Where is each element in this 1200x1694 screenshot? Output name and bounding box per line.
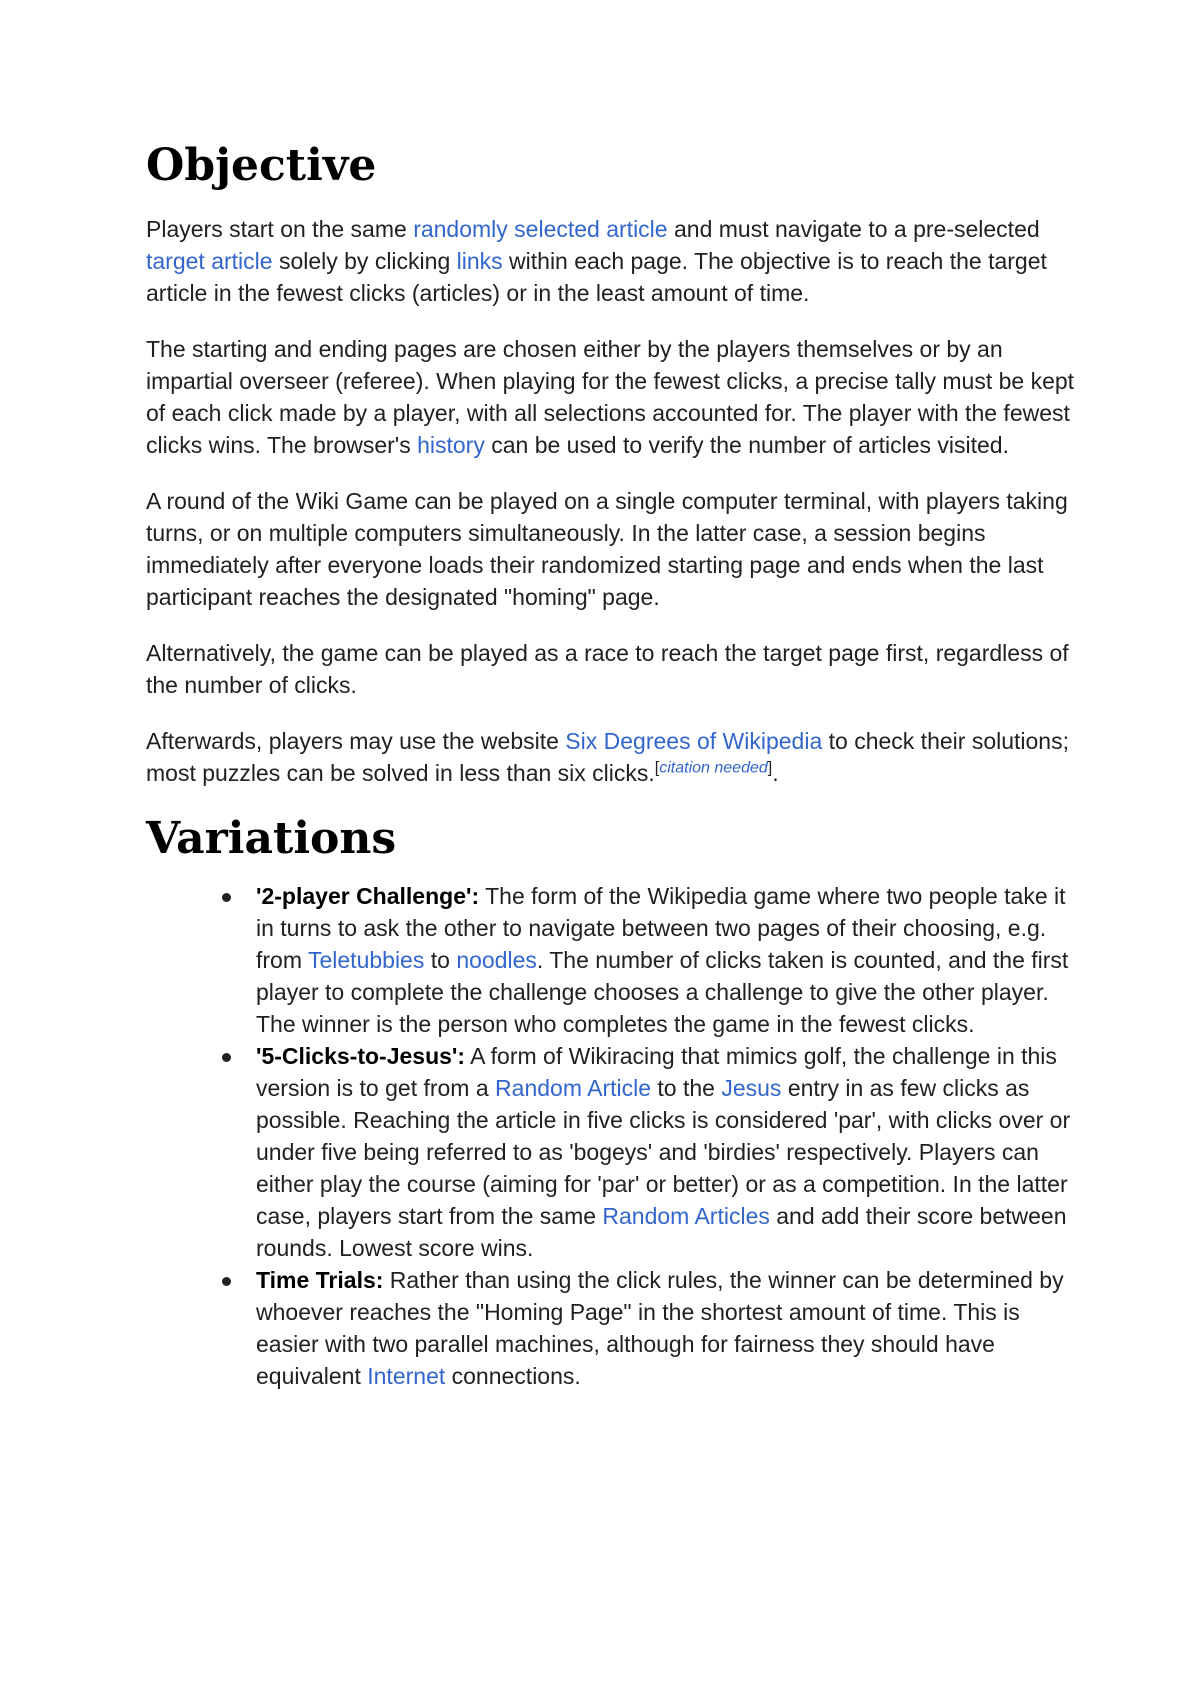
paragraph-objective-3: A round of the Wiki Game can be played on a single computer terminal, with players taking turns, or on multiple computers simultaneously. In the latter case, a session begins immediately after everyone loads their randomized starting page and ends when the last participant reaches the designated "homing" page. (146, 487, 1068, 610)
variations-list (146, 880, 1076, 1392)
item-title: '2-player Challenge': (256, 882, 480, 909)
text: The form of the Wikipedia game where two people take it in turns to ask the other to navigate between two pages of their choosing, e.g. from (256, 882, 1066, 973)
link-links[interactable]: links (456, 247, 503, 274)
text: entry in as few clicks as possible. Reaching the article in five clicks is considered 'par', with clicks over or under five being referred to as 'bogeys' and 'birdies' respectively. Players can either play the course (aiming for 'par' or better) or as a competition. In the latter case, players start from the same (256, 1074, 1071, 1229)
link-six-degrees-of-wikipedia[interactable]: Six Degrees of Wikipedia (565, 727, 823, 754)
item-title: Time Trials: (256, 1266, 384, 1293)
link-teletubbies[interactable]: Teletubbies (307, 946, 425, 973)
link-target-article[interactable]: target article (146, 247, 273, 274)
link-citation-needed[interactable]: citation needed (659, 759, 768, 777)
link-random-article[interactable]: Random Article (495, 1074, 652, 1101)
text: A form of Wikiracing that mimics golf, the challenge in this version is to get from a (256, 1042, 1057, 1101)
text: solely by clicking (272, 247, 457, 274)
item-title: '5-Clicks-to-Jesus': (256, 1042, 466, 1069)
cite-bracket-close: ] (767, 759, 773, 777)
paragraph-objective-4: Alternatively, the game can be played as a race to reach the target page first, regardless of the number of clicks. (146, 639, 1069, 698)
text: . The number of clicks taken is counted, and the first player to complete the challenge chooses a challenge to give the other player. The winner is the person who completes the game in the fewest clicks. (256, 946, 1069, 1037)
text: and add their score between rounds. Lowest score wins. (256, 1202, 1067, 1261)
paragraph-objective-5 (146, 725, 1076, 789)
bullet-icon (222, 893, 231, 902)
link-random-articles[interactable]: Random Articles (602, 1202, 770, 1229)
text: can be used to verify the number of articles visited. (484, 431, 1009, 458)
text: Players start on the same (146, 215, 414, 242)
bullet-icon (222, 1053, 231, 1062)
list-item (256, 880, 1076, 1040)
text: Afterwards, players may use the website (146, 727, 566, 754)
text: The starting and ending pages are chosen either by the players themselves or by an impartial overseer (referee). When playing for the fewest clicks, a precise tally must be kept of each click made by a player, with all selections accounted for. The player with the fewest clicks wins. The browser's (146, 335, 1075, 458)
paragraph-objective-1 (146, 213, 1076, 309)
list-item (256, 1264, 1076, 1392)
citation-needed (655, 759, 772, 776)
link-randomly-selected-article[interactable]: randomly selected article (413, 215, 668, 242)
text: to the (651, 1074, 722, 1101)
text: connections. (445, 1362, 581, 1389)
text: . (772, 759, 779, 786)
article-content (146, 140, 1076, 1392)
text: to check their solutions; most puzzles can be solved in less than six clicks. (146, 727, 1069, 786)
link-internet[interactable]: Internet (367, 1362, 446, 1389)
link-history[interactable]: history (417, 431, 485, 458)
section-heading-objective: Objective (146, 140, 377, 191)
section-heading-variations: Variations (146, 812, 397, 864)
paragraph-objective-2 (146, 333, 1076, 461)
text: within each page. The objective is to reach the target article in the fewest clicks (articles) or in the least amount of time. (146, 247, 1047, 306)
bullet-icon (222, 1277, 231, 1286)
link-noodles[interactable]: noodles (456, 946, 537, 973)
text: Rather than using the click rules, the winner can be determined by whoever reaches the "Homing Page" in the shortest amount of time. This is easier with two parallel machines, although for fairness they should have equivalent (256, 1266, 1064, 1389)
list-item (256, 1040, 1076, 1264)
text: and must navigate to a pre-selected (667, 215, 1040, 242)
link-jesus[interactable]: Jesus (721, 1074, 782, 1101)
text: to (424, 946, 457, 973)
cite-bracket-open: [ (654, 759, 660, 777)
